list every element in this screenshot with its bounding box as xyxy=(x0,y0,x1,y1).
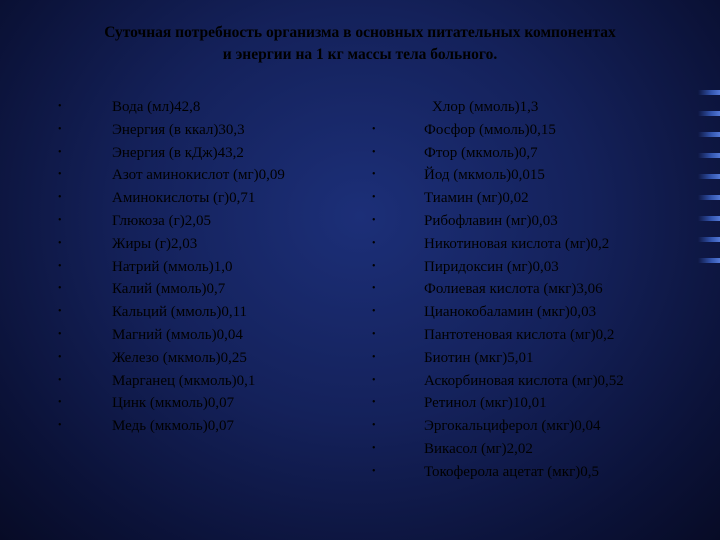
bullet-icon: • xyxy=(372,260,376,272)
list-item-label: Глюкоза (г)2,05 xyxy=(112,212,211,229)
list-item xyxy=(372,392,624,415)
bullet-icon: • xyxy=(58,397,62,409)
list-item xyxy=(372,415,624,438)
list-item xyxy=(58,96,285,119)
list-item-label: Медь (мкмоль)0,07 xyxy=(112,418,234,435)
list-item xyxy=(372,96,624,119)
decorative-stripes xyxy=(698,90,720,280)
list-item-label: Ретинол (мкг)10,01 xyxy=(424,395,547,412)
bullet-icon: • xyxy=(58,328,62,340)
right-nutrient-list xyxy=(372,96,624,484)
bullet-icon: • xyxy=(58,146,62,158)
bullet-icon: • xyxy=(58,283,62,295)
bullet-icon: • xyxy=(58,101,62,112)
list-item-label: Никотиновая кислота (мг)0,2 xyxy=(424,235,610,252)
list-item-label: Токоферола ацетат (мкг)0,5 xyxy=(424,463,599,480)
list-item-label: Аминокислоты (г)0,71 xyxy=(112,190,256,207)
list-item xyxy=(372,142,624,165)
bullet-icon: • xyxy=(58,306,62,318)
bullet-icon: • xyxy=(372,442,376,454)
bullet-icon: • xyxy=(372,283,376,295)
bullet-icon: • xyxy=(372,169,376,181)
bullet-icon: • xyxy=(372,214,376,226)
bullet-icon: • xyxy=(372,237,376,249)
list-item-label: Натрий (ммоль)1,0 xyxy=(112,258,233,275)
bullet-icon: • xyxy=(58,237,62,249)
list-item-label: Энергия (в кДж)43,2 xyxy=(112,144,244,161)
list-item xyxy=(58,301,285,324)
bullet-icon: • xyxy=(58,192,62,204)
list-item xyxy=(372,119,624,142)
list-item-label: Цианокобаламин (мкг)0,03 xyxy=(424,304,597,321)
list-item-label: Биотин (мкг)5,01 xyxy=(424,349,534,366)
bullet-icon: • xyxy=(372,328,376,340)
list-item-label: Кальций (ммоль)0,11 xyxy=(112,304,248,321)
list-item xyxy=(372,278,624,301)
list-item-label: Железо (мкмоль)0,25 xyxy=(112,349,247,366)
list-item xyxy=(58,392,285,415)
title-line-2: и энергии на 1 кг массы тела больного. xyxy=(222,46,498,63)
list-item xyxy=(372,164,624,187)
list-item xyxy=(372,301,624,324)
bullet-icon: • xyxy=(58,169,62,181)
bullet-icon: • xyxy=(372,146,376,158)
list-item-label: Фосфор (ммоль)0,15 xyxy=(424,121,556,138)
list-item xyxy=(372,324,624,347)
list-item xyxy=(58,324,285,347)
list-item xyxy=(372,233,624,256)
list-item xyxy=(58,142,285,165)
left-nutrient-list xyxy=(58,96,285,438)
list-item xyxy=(58,233,285,256)
bullet-icon: • xyxy=(58,351,62,363)
list-item xyxy=(372,461,624,484)
list-item-label: Рибофлавин (мг)0,03 xyxy=(424,212,558,229)
bullet-icon: • xyxy=(372,123,376,135)
list-item-label: Магний (ммоль)0,04 xyxy=(112,326,243,343)
slide-title xyxy=(20,22,700,66)
list-item-label: Пантотеновая кислота (мг)0,2 xyxy=(424,326,615,343)
list-item-label: Пиридоксин (мг)0,03 xyxy=(424,258,559,275)
list-item xyxy=(58,187,285,210)
bullet-icon: • xyxy=(372,351,376,363)
list-item xyxy=(372,256,624,279)
bullet-icon: • xyxy=(58,374,62,386)
list-item xyxy=(372,370,624,393)
bullet-icon: • xyxy=(372,374,376,386)
list-item xyxy=(58,119,285,142)
list-item-label: Эргокальциферол (мкг)0,04 xyxy=(424,418,601,435)
title-line-1: Суточная потребность организма в основных питательных компонентах xyxy=(104,24,616,41)
list-item-label: Фолиевая кислота (мкг)3,06 xyxy=(424,281,603,298)
list-item-label: Вода (мл)42,8 xyxy=(112,99,201,115)
list-item xyxy=(372,187,624,210)
list-item-label: Аскорбиновая кислота (мг)0,52 xyxy=(424,372,624,389)
list-item-label: Энергия (в ккал)30,3 xyxy=(112,121,245,138)
bullet-icon: • xyxy=(372,306,376,318)
bullet-icon: • xyxy=(372,465,376,477)
list-item xyxy=(58,210,285,233)
list-item xyxy=(58,370,285,393)
list-item xyxy=(58,347,285,370)
list-item xyxy=(58,164,285,187)
list-item-label: Викасол (мг)2,02 xyxy=(424,440,533,457)
list-item-label: Азот аминокислот (мг)0,09 xyxy=(112,167,285,184)
bullet-icon: • xyxy=(372,397,376,409)
list-item xyxy=(58,278,285,301)
list-item-label: Фтор (мкмоль)0,7 xyxy=(424,144,538,161)
bullet-icon: • xyxy=(372,420,376,432)
bullet-icon: • xyxy=(58,214,62,226)
bullet-icon: • xyxy=(58,420,62,432)
list-item-label: Тиамин (мг)0,02 xyxy=(424,190,529,207)
list-item-label: Калий (ммоль)0,7 xyxy=(112,281,226,298)
list-item-label: Йод (мкмоль)0,015 xyxy=(424,167,545,184)
bullet-icon: • xyxy=(372,192,376,204)
list-item xyxy=(58,256,285,279)
list-item xyxy=(372,438,624,461)
list-item-label: Хлор (ммоль)1,3 xyxy=(432,99,539,115)
list-item xyxy=(58,415,285,438)
bullet-icon: • xyxy=(58,260,62,272)
list-item-label: Марганец (мкмоль)0,1 xyxy=(112,372,256,389)
list-item-label: Жиры (г)2,03 xyxy=(112,235,198,252)
list-item xyxy=(372,347,624,370)
bullet-icon: • xyxy=(58,123,62,135)
list-item xyxy=(372,210,624,233)
list-item-label: Цинк (мкмоль)0,07 xyxy=(112,395,235,412)
